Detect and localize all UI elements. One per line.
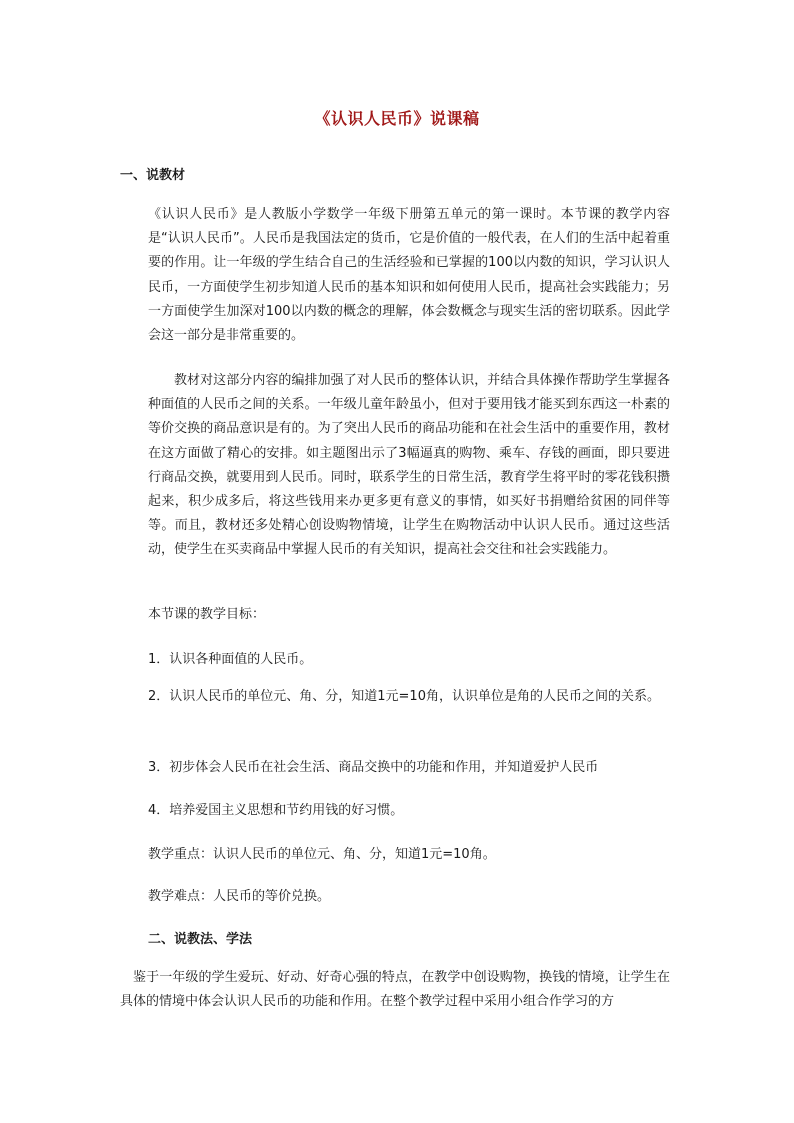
document-title: 《认识人民币》说课稿 [314, 109, 480, 128]
teaching-goal-1: 1．认识各种面值的人民币。 [148, 652, 313, 667]
paragraph-materials-intro: 《认识人民币》是人教版小学数学一年级下册第五单元的第一课时。本节课的教学内容是“认识人民币”。人民币是我国法定的货币，它是价值的一般代表，在人们的生活中起着重要的作用。让一年级的学生结合自己的生活经验和已掌握的100以内数的知识，学习认识人民币，一方面使学生初步知道人民币的基本知识和如何使用人民币，提高社会实践能力；另一方面使学生加深对100以内数的概念的理解，体会数概念与现实生活的密切联系。因此学会这一部分是非常重要的。 [148, 207, 670, 344]
paragraph-materials-arrangement: 教材对这部分内容的编排加强了对人民币的整体认识，并结合具体操作帮助学生掌握各种面值的人民币之间的关系。一年级儿童年龄虽小，但对于要用钱才能买到东西这一朴素的等价交换的商品意识是有的。为了突出人民币的商品功能和在社会生活中的重要作用，教材在这方面做了精心的安排。如主题图出示了3幅逼真的购物、乘车、存钱的画面，即只要进行商品交换，就要用到人民币。同时，联系学生的日常生活，教育学生将平时的零花钱积攒起来，积少成多后，将这些钱用来办更多更有意义的事情，如买好书捐赠给贫困的同伴等等。而且，教材还多处精心创设购物情境，让学生在购物活动中认识人民币。通过这些活动，使学生在买卖商品中掌握人民币的有关知识，提高社会交往和社会实践能力。 [148, 373, 670, 558]
section-heading-materials: 一、说教材 [120, 168, 186, 183]
teaching-goal-3: 3．初步体会人民币在社会生活、商品交换中的功能和作用，并知道爱护人民币 [148, 760, 599, 775]
paragraph-methods: 鉴于一年级的学生爱玩、好动、好奇心强的特点，在教学中创设购物，换钱的情境，让学生在具体的情境中体会认识人民币的功能和作用。在整个教学过程中采用小组合作学习的方 [120, 970, 670, 1010]
teaching-goal-4: 4．培养爱国主义思想和节约用钱的好习惯。 [148, 803, 404, 818]
teaching-goal-2: 2．认识人民币的单位元、角、分，知道1元=10角，认识单位是角的人民币之间的关系。 [148, 689, 660, 704]
section-heading-methods: 二、说教法、学法 [148, 932, 253, 947]
teaching-goals-intro: 本节课的教学目标： [148, 607, 266, 622]
teaching-difficult-point: 教学难点：人民币的等价兑换。 [148, 889, 331, 904]
teaching-key-point: 教学重点：认识人民币的单位元、角、分，知道1元=10角。 [148, 847, 496, 862]
